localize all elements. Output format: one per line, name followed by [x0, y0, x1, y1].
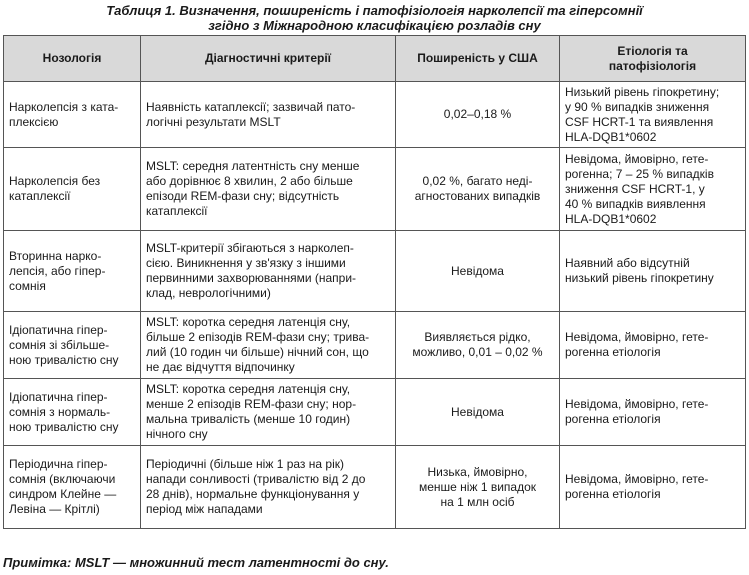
cell-criteria: MSLT-критерії збігаються з нарколеп- сією. Виникнення у зв'язку з іншими первинними захворюваннями (напри- клад, неврологічними)	[141, 231, 396, 312]
cell-prevalence: Невідома	[396, 379, 560, 446]
cell-criteria: MSLT: коротка середня латенція сну, більше 2 епізодів REM-фази сну; трива- лий (10 годин чи більше) нічний сон, що не дає відчуття відпочинку	[141, 312, 396, 379]
cell-criteria: MSLT: коротка середня латенція сну, менше 2 епізодів REM-фази сну; нор- мальна тривалість (менше 10 годин) нічного сну	[141, 379, 396, 446]
cell-nosology: Вторинна нарко- лепсія, або гіпер- сомнія	[4, 231, 141, 312]
cell-nosology: Ідіопатична гіпер- сомнія зі збільше- ною тривалістю сну	[4, 312, 141, 379]
cell-etiology: Невідома, ймовірно, гете- рогенна етіологія	[560, 312, 746, 379]
header-prevalence: Поширеність у США	[396, 36, 560, 82]
cell-prevalence: 0,02–0,18 %	[396, 82, 560, 148]
cell-prevalence: Виявляється рідко, можливо, 0,01 – 0,02 %	[396, 312, 560, 379]
table-caption	[0, 0, 749, 34]
cell-etiology: Невідома, ймовірно, гете- рогенна; 7 – 25 % випадків зниження CSF HCRT-1, у 40 % випадків виявлення HLA-DQB1*0602	[560, 148, 746, 231]
cell-criteria: Періодичні (більше ніж 1 раз на рік) напади сонливості (тривалістю від 2 до 28 днів), нормальне функціонування у період між нападами	[141, 446, 396, 529]
cell-nosology: Періодична гіпер- сомнія (включаючи синдром Клейне — Левіна — Крітлі)	[4, 446, 141, 529]
header-nosology: Нозологія	[4, 36, 141, 82]
table-footnote: Примітка: MSLT — множинний тест латентності до сну.	[3, 555, 389, 570]
cell-etiology: Наявний або відсутній низький рівень гіпокретину	[560, 231, 746, 312]
cell-criteria: MSLT: середня латентність сну менше або дорівнює 8 хвилин, 2 або більше епізоди REM-фази сну; відсутність катаплексії	[141, 148, 396, 231]
cell-nosology: Нарколепсія без катаплексії	[4, 148, 141, 231]
cell-etiology: Низький рівень гіпокретину; у 90 % випадків зниження CSF HCRT-1 та виявлення HLA-DQB1*0602	[560, 82, 746, 148]
cell-prevalence: Невідома	[396, 231, 560, 312]
header-criteria: Діагностичні критерії	[141, 36, 396, 82]
cell-etiology: Невідома, ймовірно, гете- рогенна етіологія	[560, 446, 746, 529]
table-row	[4, 312, 746, 379]
cell-nosology: Ідіопатична гіпер- сомнія з нормаль- ною тривалістю сну	[4, 379, 141, 446]
cell-prevalence: Низька, ймовірно, менше ніж 1 випадок на 1 млн осіб	[396, 446, 560, 529]
cell-etiology: Невідома, ймовірно, гете- рогенна етіологія	[560, 379, 746, 446]
table-row	[4, 379, 746, 446]
cell-prevalence: 0,02 %, багато неді- агностованих випадків	[396, 148, 560, 231]
table-row	[4, 148, 746, 231]
table-row	[4, 82, 746, 148]
cell-criteria: Наявність катаплексії; зазвичай пато- логічні результати MSLT	[141, 82, 396, 148]
table-row	[4, 446, 746, 529]
caption-line-1: Таблиця 1. Визначення, поширеність і патофізіологія нарколепсії та гіперсомнії	[106, 3, 643, 18]
table-header-row	[4, 36, 746, 82]
cell-nosology: Нарколепсія з ката- плексією	[4, 82, 141, 148]
classification-table	[3, 35, 746, 529]
table-row	[4, 231, 746, 312]
caption-line-2: згідно з Міжнародною класифікацією розладів сну	[208, 18, 541, 33]
header-etiology: Етіологія та патофізіологія	[560, 36, 746, 82]
